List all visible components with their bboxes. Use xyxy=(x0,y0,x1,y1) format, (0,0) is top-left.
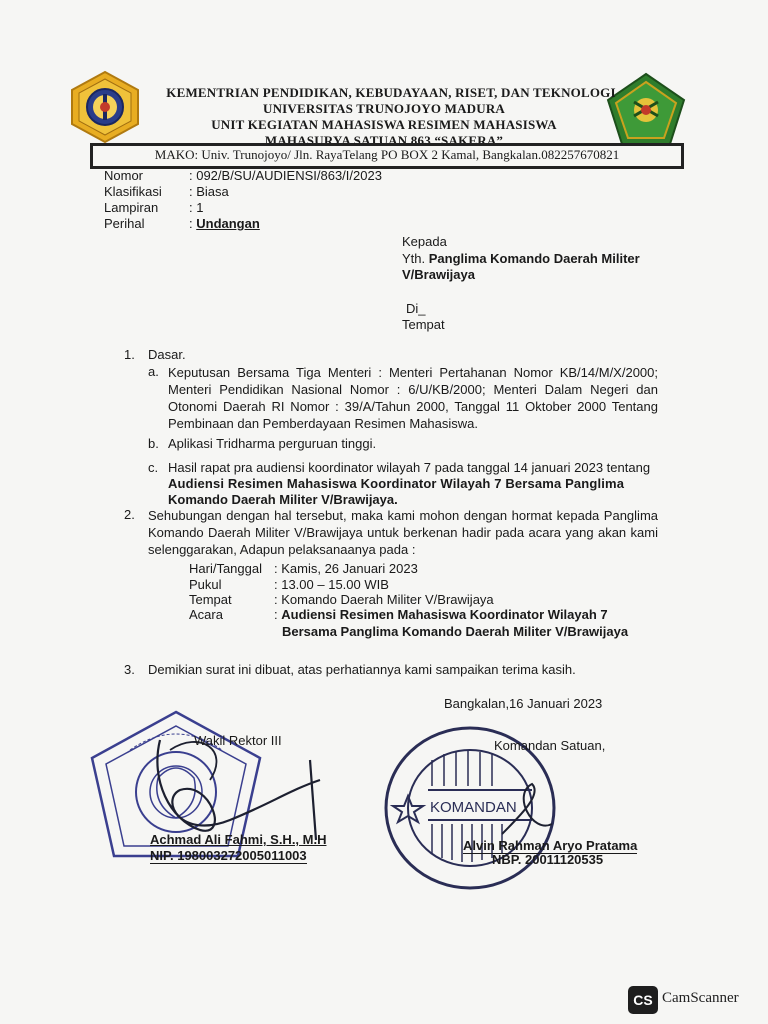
point-1a-label: a. xyxy=(148,364,159,379)
letterhead xyxy=(0,85,768,149)
schedule-acara-value-1: Audiensi Resimen Mahasiswa Koordinator Wilayah 7 xyxy=(281,607,608,622)
perihal-colon: : xyxy=(189,216,197,231)
point-2-number: 2. xyxy=(124,507,135,522)
point-1-number: 1. xyxy=(124,347,135,362)
point-1-title: Dasar. xyxy=(148,347,186,362)
left-signer-title: Wakil Rektor III xyxy=(194,733,282,748)
stamp-komandan-text: KOMANDAN xyxy=(430,799,517,816)
camscanner-label: CamScanner xyxy=(662,990,739,1006)
perihal-value: Undangan xyxy=(196,216,260,231)
schedule-acara-colon: : xyxy=(274,607,282,622)
schedule-pukul-label: Pukul xyxy=(189,577,222,592)
schedule-tempat-label: Tempat xyxy=(189,592,232,607)
lampiran-label: Lampiran xyxy=(104,200,159,215)
point-1b-text: Aplikasi Tridharma perguruan tinggi. xyxy=(168,436,377,451)
point-1b-label: b. xyxy=(148,436,159,451)
point-1a-text: Keputusan Bersama Tiga Menteri : Menteri Pertahanan Nomor KB/14/M/X/2000; Menteri Pendidikan Nasional Nomor : 6/U/KB/2000; Menteri Dalam Negeri dan Otonomi Daerah RI Nomor : 39/A/Tahun 2000, Tanggal 11 Oktober 2000 Tentang Pembinaan dan Pemberdayaan Resimen Mahasiswa. xyxy=(168,365,658,431)
right-signer-title: Komandan Satuan, xyxy=(494,738,606,753)
address-box xyxy=(90,143,684,169)
schedule-acara-value-2: Bersama Panglima Komando Daerah Militer V/Brawijaya xyxy=(282,624,629,639)
left-signer-nip: NIP. 198003272005011003 xyxy=(150,848,307,863)
recipient-yth: Yth. xyxy=(402,251,429,266)
recipient-kepada: Kepada xyxy=(402,234,447,249)
recipient-di: Di_ xyxy=(406,301,426,316)
point-1c-bold-2: Komando Daerah Militer V/Brawijaya. xyxy=(168,492,398,507)
letterhead-ministry: KEMENTRIAN PENDIDIKAN, KEBUDAYAAN, RISET, DAN TEKNOLOGI xyxy=(166,85,616,100)
perihal-row xyxy=(189,216,260,231)
point-3-number: 3. xyxy=(124,662,135,677)
schedule-acara-label: Acara xyxy=(189,607,223,622)
lampiran-value: : 1 xyxy=(189,200,204,215)
klasifikasi-label: Klasifikasi xyxy=(104,184,162,199)
recipient-name-2: V/Brawijaya xyxy=(402,267,475,282)
recipient-tempat: Tempat xyxy=(402,317,445,332)
point-2-text: Sehubungan dengan hal tersebut, maka kami mohon dengan hormat kepada Panglima Komando Daerah Militer V/Brawijaya untuk berkenan hadir pada acara yang akan kami selenggarakan, Adapun pelaksanaanya pada : xyxy=(148,508,658,557)
nomor-label: Nomor xyxy=(104,168,144,183)
klasifikasi-value: : Biasa xyxy=(189,184,229,199)
point-1c-label: c. xyxy=(148,460,159,475)
point-1c-bold-1: Audiensi Resimen Mahasiswa Koordinator Wilayah 7 Bersama Panglima xyxy=(168,476,625,491)
schedule-acara-row xyxy=(274,607,608,622)
recipient-name-1: Panglima Komando Daerah Militer xyxy=(428,251,640,266)
address-text: MAKO: Univ. Trunojoyo/ Jln. RayaTelang PO BOX 2 Kamal, Bangkalan.082257670821 xyxy=(154,147,620,162)
left-signer-name: Achmad Ali Fahmi, S.H., M.H xyxy=(150,832,327,847)
schedule-hari-label: Hari/Tanggal xyxy=(189,561,262,576)
point-3-text: Demikian surat ini dibuat, atas perhatiannya kami sampaikan terima kasih. xyxy=(148,662,576,677)
letterhead-satuan: MAHASURYA SATUAN 863 “SAKERA” xyxy=(264,133,504,148)
right-signer-nbp: NBP. 20011120535 xyxy=(492,852,604,867)
recipient-line1 xyxy=(402,251,640,266)
letterhead-unit: UNIT KEGIATAN MAHASISWA RESIMEN MAHASISWA xyxy=(211,117,557,132)
nomor-value: : 092/B/SU/AUDIENSI/863/I/2023 xyxy=(189,168,382,183)
camscanner-logo-icon: CS xyxy=(628,986,658,1014)
schedule-tempat-value: : Komando Daerah Militer V/Brawijaya xyxy=(274,592,494,607)
right-signer-name: Alvin Rahman Aryo Pratama xyxy=(463,838,638,853)
letterhead-university: UNIVERSITAS TRUNOJOYO MADURA xyxy=(262,101,506,116)
perihal-label: Perihal xyxy=(104,216,145,231)
place-date: Bangkalan,16 Januari 2023 xyxy=(444,696,603,711)
schedule-hari-value: : Kamis, 26 Januari 2023 xyxy=(274,561,418,576)
schedule-pukul-value: : 13.00 – 15.00 WIB xyxy=(274,577,389,592)
point-1c-text: Hasil rapat pra audiensi koordinator wilayah 7 pada tanggal 14 januari 2023 tentang xyxy=(168,460,651,475)
